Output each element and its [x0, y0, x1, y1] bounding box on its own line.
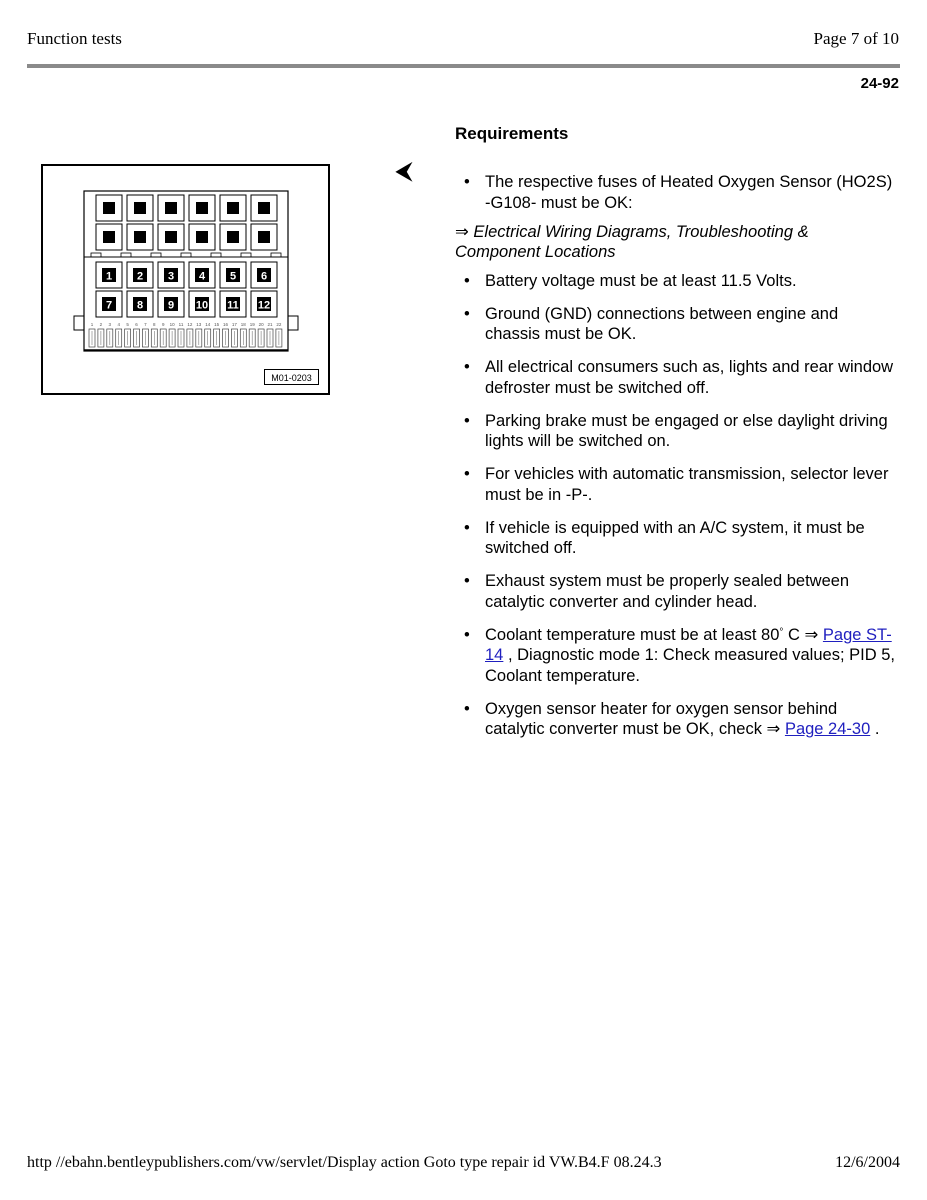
relay-contact — [134, 231, 146, 243]
relay-contact — [165, 202, 177, 214]
header-section-title: Function tests — [27, 29, 122, 48]
pin-number: 21 — [267, 322, 273, 327]
bullet: • — [464, 271, 470, 290]
wiring-reference — [455, 222, 895, 263]
list-item — [455, 464, 895, 505]
right-mount-tab — [288, 316, 298, 330]
relay-contact — [227, 202, 239, 214]
pin-number: 6 — [135, 322, 138, 327]
bullet: • — [464, 411, 470, 430]
relay-contact — [103, 231, 115, 243]
list-item — [455, 411, 895, 452]
panel-clip — [271, 253, 281, 257]
panel-clip — [151, 253, 161, 257]
item-text: All electrical consumers such as, lights and rear window defroster must be switched off. — [485, 358, 894, 397]
pin-number: 17 — [231, 322, 237, 327]
bullet: • — [464, 173, 470, 191]
header-page-number: Page 7 of 10 — [813, 29, 899, 48]
pin-number: 13 — [196, 322, 202, 327]
fuse-number: 7 — [105, 299, 113, 312]
pointer-arrow-icon: ⮜ — [396, 158, 412, 183]
fuse-number: 8 — [136, 299, 144, 312]
panel-clip — [181, 253, 191, 257]
header-divider — [27, 64, 900, 68]
item-text: , Diagnostic mode 1: Check measured values; PID 5, Coolant temperature. — [485, 646, 895, 685]
footer-url: http //ebahn.bentleypublishers.com/vw/servlet/Display action Goto type repair id VW.B4.F 08.24.3 — [27, 1154, 662, 1171]
requirements-list — [455, 172, 895, 752]
list-item — [455, 699, 895, 740]
item-text: Coolant temperature must be at least 80 — [485, 625, 780, 644]
footer — [27, 1154, 900, 1172]
bullet: • — [464, 304, 470, 323]
requirements-heading: Requirements — [455, 124, 569, 143]
item-text: C ⇒ — [783, 625, 823, 644]
panel-clip — [121, 253, 131, 257]
bullet: • — [464, 625, 470, 644]
pin-number: 2 — [99, 322, 103, 327]
fuse-number: 9 — [167, 299, 175, 312]
item-text: If vehicle is equipped with an A/C system, it must be switched off. — [485, 518, 865, 557]
bullet: • — [464, 358, 470, 376]
fuse-number: 5 — [229, 270, 237, 283]
fuse-number: 6 — [260, 270, 268, 283]
fuse-number: 4 — [198, 270, 206, 283]
reference-text: Electrical Wiring Diagrams, Troubleshooting & Component Locations — [455, 222, 809, 261]
relay-contact — [196, 231, 208, 243]
list-item — [455, 625, 895, 687]
panel-clip — [211, 253, 221, 257]
list-item — [455, 304, 895, 345]
pin-number: 12 — [187, 322, 193, 327]
reference-arrow-icon: ⇒ — [455, 222, 469, 241]
item-text: For vehicles with automatic transmission, selector lever must be in -P-. — [485, 465, 889, 504]
page-st-14-link[interactable]: Page ST-14 — [485, 625, 892, 664]
pin-number: 9 — [161, 322, 165, 327]
pin-number: 3 — [108, 322, 112, 327]
pin-number: 14 — [205, 322, 211, 327]
bullet: • — [464, 699, 470, 718]
panel-clip — [91, 253, 101, 257]
fuse-number: 10 — [195, 299, 209, 312]
relay-contact — [165, 231, 177, 243]
item-text: The respective fuses of Heated Oxygen Sensor (HO2S) -G108- must be OK: — [485, 173, 893, 212]
fuse-number: 2 — [136, 270, 144, 283]
relay-contact — [103, 202, 115, 214]
relay-contact — [134, 202, 146, 214]
pin-number: 11 — [178, 322, 184, 327]
pin-number: 7 — [144, 322, 147, 327]
item-text: Battery voltage must be at least 11.5 Volts. — [485, 271, 797, 290]
relay-contact — [258, 231, 270, 243]
page-24-30-link[interactable]: Page 24-30 — [784, 720, 871, 738]
pin-number: 4 — [117, 322, 120, 327]
list-item — [455, 571, 895, 612]
pin-number: 18 — [240, 322, 246, 327]
item-text: Parking brake must be engaged or else daylight driving lights will be switched on. — [485, 411, 888, 450]
list-item — [455, 172, 895, 213]
list-item — [455, 357, 895, 398]
list-item — [455, 271, 895, 292]
pin-number: 5 — [126, 322, 129, 327]
pin-number: 19 — [249, 322, 255, 327]
footer-date: 12/6/2004 — [835, 1154, 900, 1171]
pin-number: 15 — [214, 322, 220, 327]
item-text: . — [870, 720, 880, 738]
item-text: Exhaust system must be properly sealed between catalytic converter and cylinder head. — [485, 572, 850, 611]
relay-contact — [196, 202, 208, 214]
figure-label: M01-0203 — [264, 369, 319, 385]
page-code: 24-92 — [860, 75, 899, 92]
bullet: • — [464, 465, 470, 483]
panel-clip — [241, 253, 251, 257]
item-text: Ground (GND) connections between engine and chassis must be OK. — [485, 304, 839, 343]
pin-number: 16 — [222, 322, 229, 327]
pin-number: 10 — [169, 322, 175, 327]
bullet: • — [464, 572, 470, 590]
pin-number: 8 — [153, 322, 156, 327]
degree-symbol: ° — [779, 626, 784, 638]
fuse-number: 1 — [105, 270, 113, 283]
fuse-number: 12 — [257, 299, 271, 312]
pin-number: 20 — [258, 322, 264, 327]
relay-contact — [258, 202, 270, 214]
relay-contact — [227, 231, 239, 243]
fuse-panel-drawing — [43, 166, 328, 393]
fuse-relay-panel-figure — [41, 164, 330, 395]
left-mount-tab — [74, 316, 84, 330]
fuse-number: 3 — [167, 270, 175, 283]
list-item — [455, 518, 895, 559]
fuse-number: 11 — [227, 299, 239, 312]
bullet: • — [464, 518, 470, 537]
item-text: Oxygen sensor heater for oxygen sensor behind catalytic converter must be OK, check ⇒ — [485, 699, 838, 738]
pin-number: 22 — [276, 322, 282, 327]
pin-number: 1 — [90, 322, 94, 327]
